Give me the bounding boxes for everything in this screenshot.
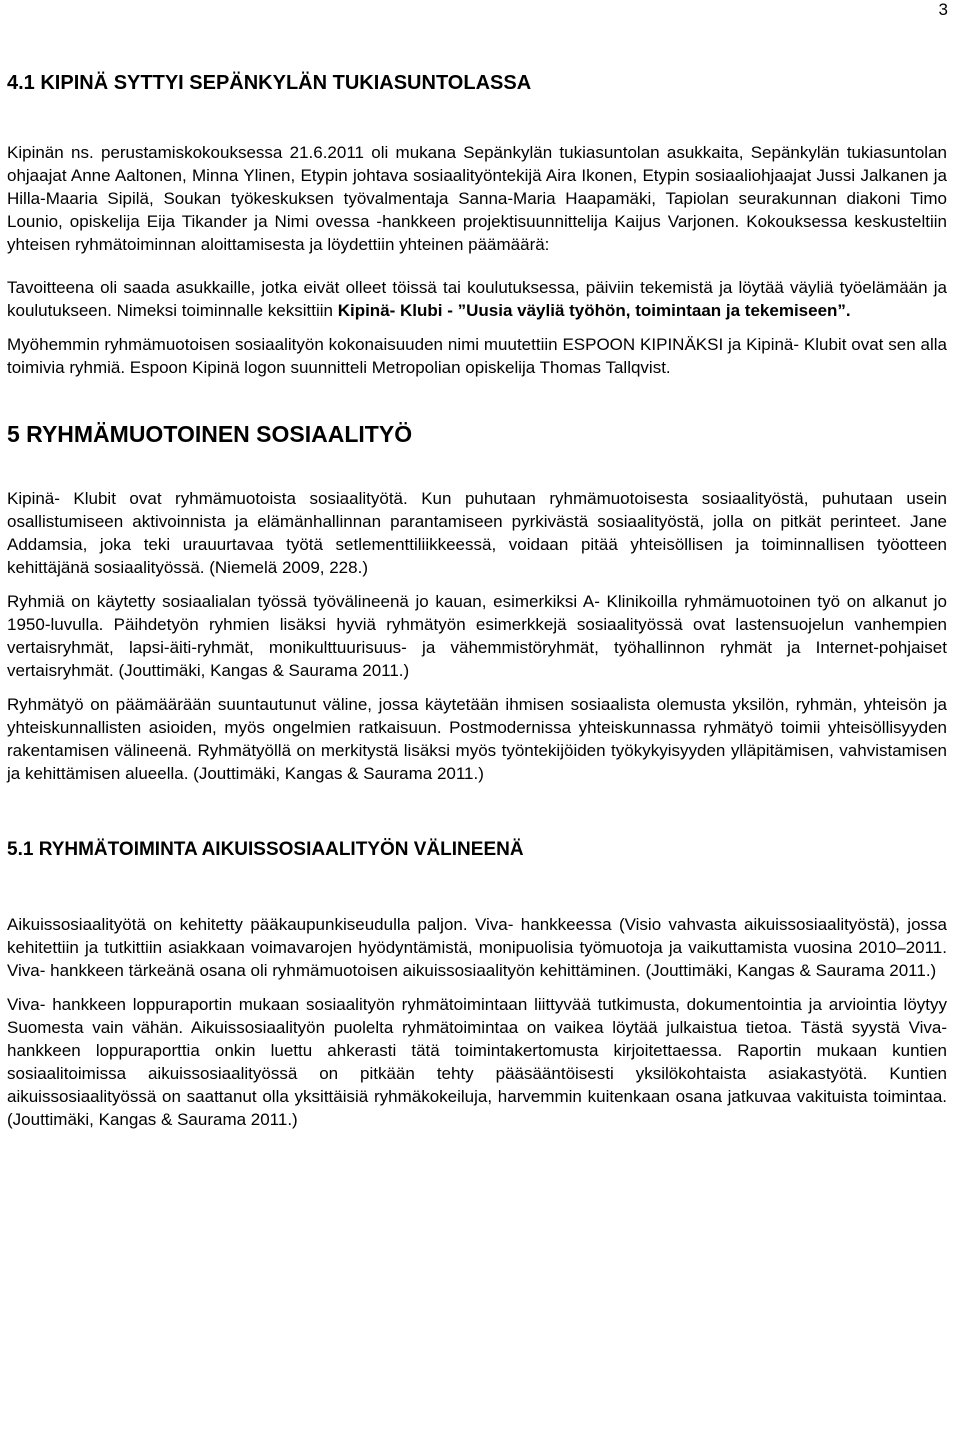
section-4-1-paragraph-3: Myöhemmin ryhmämuotoisen sosiaalityön kokonaisuuden nimi muutettiin ESPOON KIPINÄKSI ja Kipinä- Klubit ovat sen alla toimivia ryhmiä. Espoon Kipinä logon suunnitteli Metropolian opiskelija Thomas Tallqvist. [7, 335, 947, 377]
section-4-1-paragraph-2 [7, 276, 947, 322]
section-5-paragraph-2: Ryhmiä on käytetty sosiaalialan työssä työvälineenä jo kauan, esimerkiksi A- Klinikoilla ryhmämuotoinen työ on alkanut jo 1950-luvulla. Päihdetyön ryhmien lisäksi hyviä ryhmätyön esimerkkejä sosiaalityössä ovat lastensuojelun vanhempien vertaisryhmät, lapsi-äiti-ryhmät, monikulttuurisuus- ja vähemmistöryhmät, työhallinnon ryhmät ja Internet-pohjaiset vertaisryhmät. (Jouttimäki, Kangas & Saurama 2011.) [7, 592, 947, 680]
section-5-1-paragraph-2: Viva- hankkeen loppuraportin mukaan sosiaalityön ryhmätoimintaan liittyvää tutkimusta, dokumentointia ja arviointia löytyy Suomesta vain vähän. Aikuissosiaalityön puolelta ryhmätoimintaa on vaikea löytää julkaistua tietoa. Tästä syystä Viva- hankkeen loppuraporttia onkin luettu ahkerasti tätä toimintakertomusta kirjoitettaessa. Raportin mukaan kuntien sosiaalitoimissa aikuissosiaalityössä on pitkään tehty pääsääntöisesti yksilökohtaista asiakastyötä. Kuntien aikuissosiaalityössä on saattanut olla yksittäisiä ryhmäkokeiluja, harvemmin kuitenkaan osana jatkuvaa vakituista toimintaa. (Jouttimäki, Kangas & Saurama 2011.) [7, 995, 947, 1129]
section-5-paragraph-3: Ryhmätyö on päämäärään suuntautunut väline, jossa käytetään ihmisen sosiaalista olemusta yksilön, ryhmän, yhteisön ja yhteiskunnallisten asioiden, myös ongelmien ratkaisuun. Postmodernissa yhteiskunnassa ryhmätyö toimii yhteisöllisyyden rakentamisen välineenä. Ryhmätyöllä on merkitystä lisäksi myös työntekijöiden työkykyisyyden ylläpitämisen, vahvistamisen ja kehittämisen alueella. (Jouttimäki, Kangas & Saurama 2011.) [7, 695, 947, 783]
section-4-1-heading: 4.1 KIPINÄ SYTTYI SEPÄNKYLÄN TUKIASUNTOLASSA [7, 72, 532, 94]
paragraph-2-text: Tavoitteena oli saada asukkaille, jotka eivät olleet töissä tai koulutuksessa, päiviin tekemistä ja löytää väyliä työelämään ja koulutukseen. Nimeksi toiminnalle keksittiin [7, 278, 947, 320]
section-5-1-paragraph-1: Aikuissosiaalityötä on kehitetty pääkaupunkiseudulla paljon. Viva- hankkeessa (Visio vahvasta aikuissosiaalityöstä), jossa kehitettiin ja tutkittiin asiakkaan voimavarojen hyödyntämistä, monipuolisia työmuotoja ja vaikuttamista vuosina 2010–2011. Viva- hankkeen tärkeänä osana oli ryhmämuotoisen aikuissosiaalityön kehittäminen. (Jouttimäki, Kangas & Saurama 2011.) [7, 915, 947, 980]
section-5-paragraph-1: Kipinä- Klubit ovat ryhmämuotoista sosiaalityötä. Kun puhutaan ryhmämuotoisesta sosiaalityöstä, puhutaan usein osallistumiseen aktivoinnista ja elämänhallinnan parantamiseen pyrkivästä sosiaalityöstä, jolla on pitkät perinteet. Jane Addamsia, joka teki urauurtavaa työtä setlementtiliikkeessä, voidaan pitää yhteisöllisen ja toiminnallisen työotteen kehittäjänä sosiaalityössä. (Niemelä 2009, 228.) [7, 489, 947, 577]
section-5-1-heading: 5.1 RYHMÄTOIMINTA AIKUISSOSIAALITYÖN VÄLINEENÄ [7, 839, 524, 860]
section-4-1-paragraph-1: Kipinän ns. perustamiskokouksessa 21.6.2011 oli mukana Sepänkylän tukiasuntolan asukkaita, Sepänkylän tukiasuntolan ohjaajat Anne Aaltonen, Minna Ylinen, Etypin johtava sosiaalityöntekijä Aira Ikonen, Etypin sosiaaliohjaajat Jussi Jalkanen ja Hilla-Maaria Sipilä, Soukan työkeskuksen työvalmentaja Sanna-Maria Haapamäki, Tapiolan seurakunnan diakoni Timo Lounio, opiskelija Eija Tikander ja Nimi ovessa -hankkeen projektisuunnittelija Kaijus Varjonen. Kokouksessa keskusteltiin yhteisen ryhmätoiminnan aloittamisesta ja löydettiin yhteinen päämäärä: [7, 143, 947, 254]
document-body [7, 70, 947, 1142]
section-5-heading: 5 RYHMÄMUOTOINEN SOSIAALITYÖ [7, 421, 413, 447]
klubi-name-bold: Kipinä- Klubi - ”Uusia väyliä työhön, toimintaan ja tekemiseen”. [337, 301, 851, 320]
page-number: 3 [938, 0, 948, 19]
